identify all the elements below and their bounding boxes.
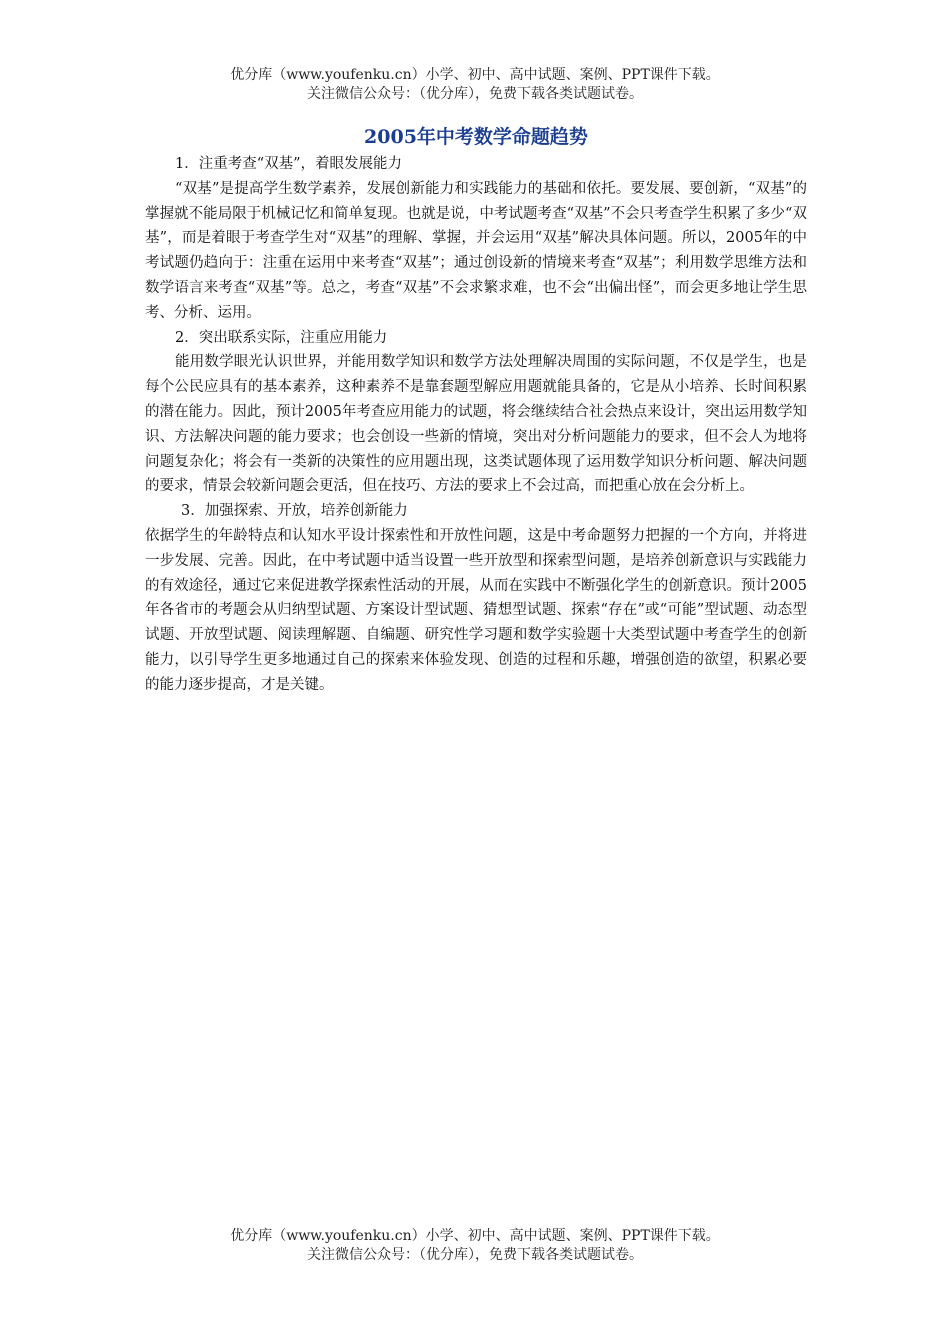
section-3-body: 依据学生的年龄特点和认知水平设计探索性和开放性问题，这是中考命题努力把握的一个方向，并将进一步发展、完善。因此，在中考试题中适当设置一些开放型和探索型问题，是培养创新意识与实践能力的有效途径，通过它来促进教学探索性活动的开展，从而在实践中不断强化学生的创新意识。预计2005年各省市的考题会从归纳型试题、方案设计型试题、猜想型试题、探索“存在”或“可能”型试题、动态型试题、开放型试题、阅读理解题、自编题、研究性学习题和数学实验题十大类型试题中考查学生的创新能力，以引导学生更多地通过自己的探索来体验发现、创造的过程和乐趣，增强创造的欲望，积累必要的能力逐步提高，才是关键。	[145, 527, 807, 693]
page-header	[0, 66, 950, 104]
section-1-body: “双基”是提高学生数学素养，发展创新能力和实践能力的基础和依托。要发展、要创新，“双基”的掌握就不能局限于机械记忆和简单复现。也就是说，中考试题考查“双基”不会只考查学生积累了多少“双基”，而是着眼于考查学生对“双基”的理解、掌握，并会运用“双基”解决具体问题。所以，2005年的中考试题仍趋向于：注重在运用中来考查“双基”；通过创设新的情境来考查“双基”；利用数学思维方法和数学语言来考查“双基”等。总之，考查“双基”不会求繁求难，也不会“出偏出怪”，而会更多地让学生思考、分析、运用。	[145, 180, 807, 321]
footer-line-1: 优分库（www.youfenku.cn）小学、初中、高中试题、案例、PPT课件下载。	[230, 1228, 720, 1244]
header-line-1: 优分库（www.youfenku.cn）小学、初中、高中试题、案例、PPT课件下载。	[230, 67, 720, 83]
section-2-body: 能用数学眼光认识世界，并能用数学知识和数学方法处理解决周围的实际问题，不仅是学生，也是每个公民应具有的基本素养，这种素养不是靠套题型解应用题就能具备的，它是从小培养、长时间积累的潜在能力。因此，预计2005年考查应用能力的试题，将会继续结合社会热点来设计，突出运用数学知识、方法解决问题的能力要求；也会创设一些新的情境，突出对分析问题能力的要求，但不会人为地将问题复杂化；将会有一类新的决策性的应用题出现，这类试题体现了运用数学知识分析问题、解决问题的要求，情景会较新问题会更活，但在技巧、方法的要求上不会过高，而把重心放在会分析上。	[145, 354, 807, 495]
document-body	[145, 124, 807, 698]
section-3-heading: 3．加强探索、开放，培养创新能力	[181, 503, 408, 520]
footer-line-2: 关注微信公众号：（优分库），免费下载各类试题试卷。	[307, 1247, 643, 1263]
section-1-heading: 1．注重考查“双基”，着眼发展能力	[175, 156, 403, 172]
document-title: 2005年中考数学命题趋势	[364, 126, 588, 148]
header-line-2: 关注微信公众号：（优分库），免费下载各类试题试卷。	[307, 86, 643, 102]
section-2-heading: 2．突出联系实际，注重应用能力	[175, 329, 388, 346]
page-footer	[0, 1227, 950, 1265]
